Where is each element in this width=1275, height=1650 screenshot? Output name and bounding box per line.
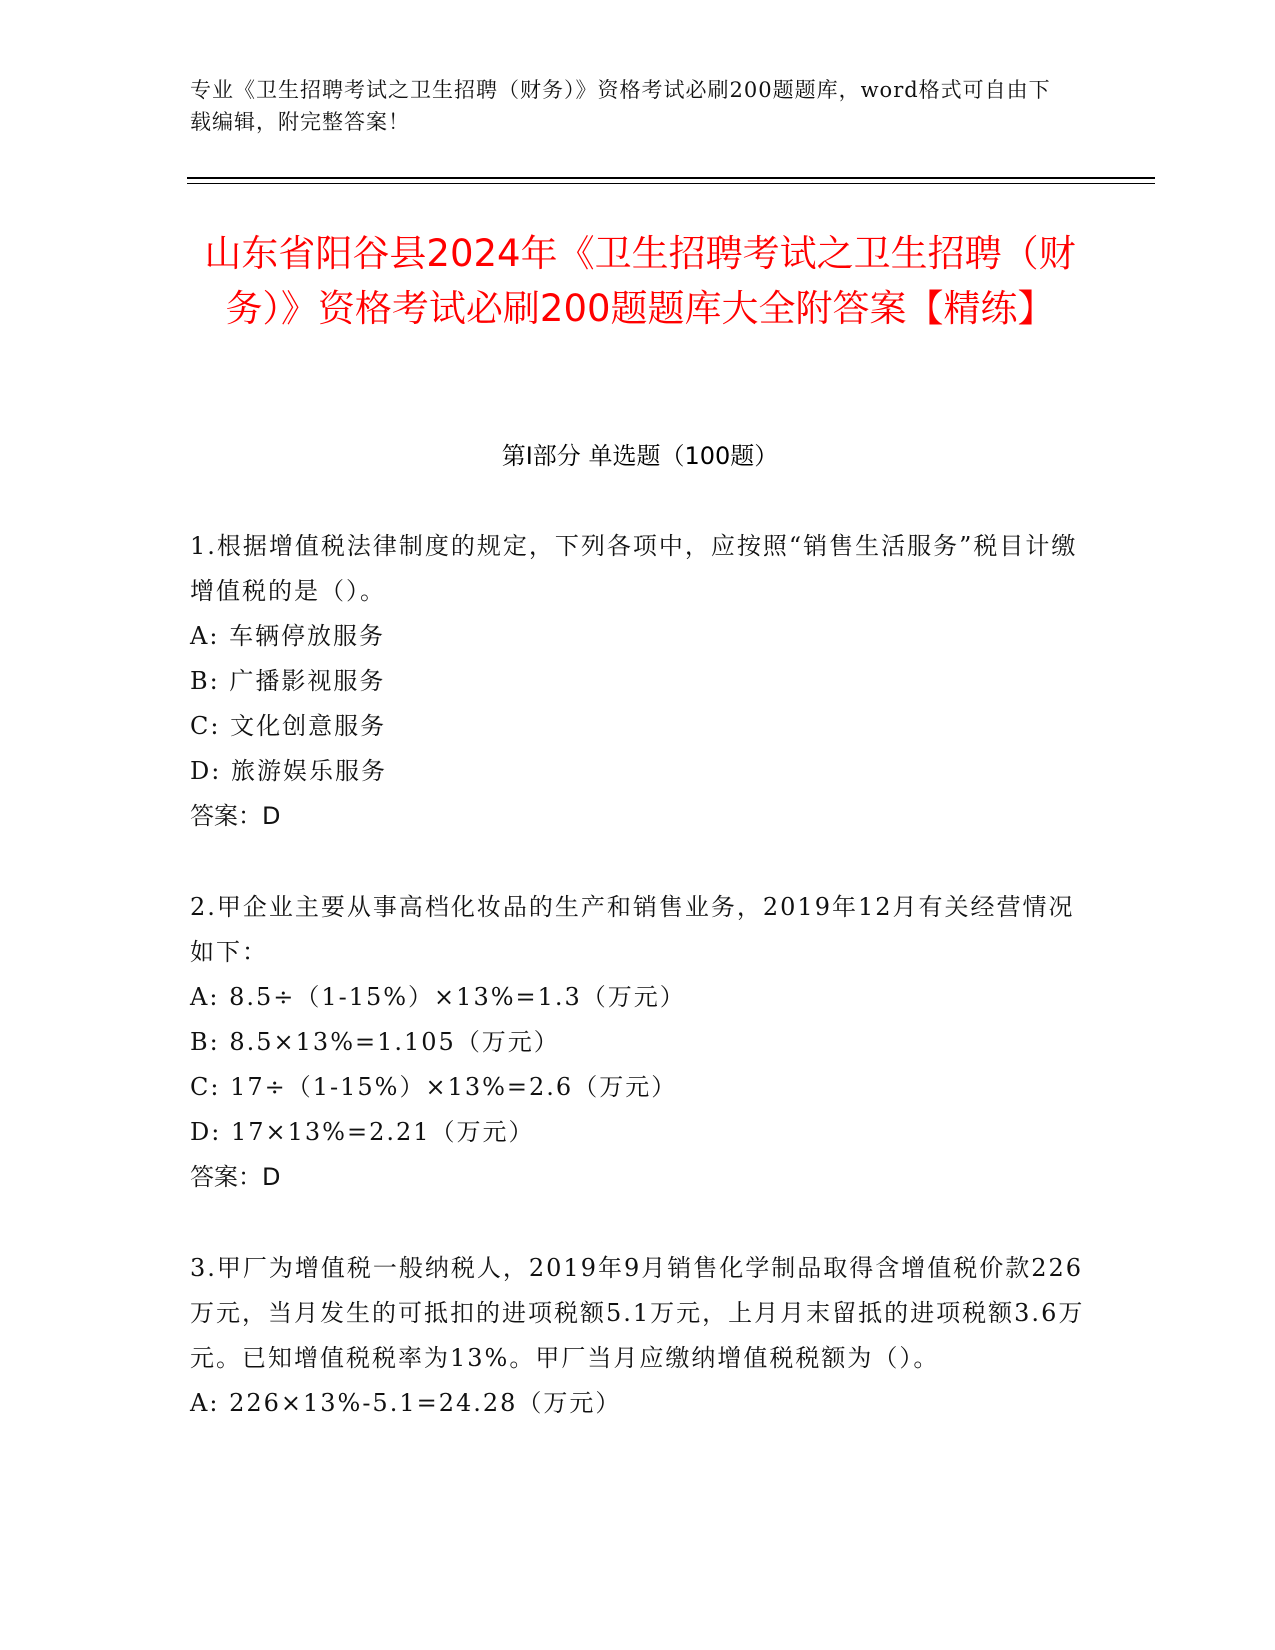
option-label: C: (190, 712, 221, 740)
answer: 答案：D (190, 1163, 281, 1191)
option-text: 8.5×13%=1.105（万元） (229, 1028, 560, 1056)
option-label: A: (190, 622, 220, 650)
answer: 答案：D (190, 802, 281, 830)
question-1 (190, 524, 1090, 839)
option-label: B: (190, 667, 220, 695)
question-list (190, 524, 1090, 1472)
option-text: 旅游娱乐服务 (230, 757, 387, 785)
option-text: 17÷（1-15%）×13%=2.6（万元） (230, 1073, 678, 1101)
header-rule-thin (187, 183, 1155, 184)
question-stem: 1.根据增值税法律制度的规定，下列各项中，应按照“销售生活服务”税目计缴增值税的是（）。 (190, 532, 1078, 605)
option-b (190, 1020, 1090, 1065)
option-b (190, 659, 1090, 704)
option-c (190, 1065, 1090, 1110)
question-stem: 2.甲企业主要从事高档化妆品的生产和销售业务，2019年12月有关经营情况如下： (190, 893, 1075, 966)
option-text: 车辆停放服务 (229, 622, 386, 650)
option-text: 226×13%-5.1=24.28（万元） (229, 1389, 622, 1417)
option-d (190, 749, 1090, 794)
option-a (190, 1381, 1090, 1426)
question-stem: 3.甲厂为增值税一般纳税人，2019年9月销售化学制品取得含增值税价款226万元，当月发生的可抵扣的进项税额5.1万元，上月月末留抵的进项税额3.6万元。已知增值税税率为13%。甲厂当月应缴纳增值税税额为（）。 (190, 1254, 1085, 1372)
option-label: A: (190, 1389, 220, 1417)
header-note: 专业《卫生招聘考试之卫生招聘（财务）》资格考试必刷200题题库，word格式可自由下载编辑，附完整答案！ (190, 78, 1051, 134)
option-label: D: (190, 757, 222, 785)
option-c (190, 704, 1090, 749)
question-3 (190, 1246, 1090, 1426)
option-label: D: (190, 1118, 222, 1146)
option-label: A: (190, 983, 220, 1011)
option-label: C: (190, 1073, 221, 1101)
option-text: 8.5÷（1-15%）×13%=1.3（万元） (229, 983, 686, 1011)
header-rule-thick (187, 177, 1155, 179)
option-text: 17×13%=2.21（万元） (230, 1118, 535, 1146)
question-2 (190, 885, 1090, 1200)
option-a (190, 614, 1090, 659)
document-title: 山东省阳谷县2024年《卫生招聘考试之卫生招聘（财务）》资格考试必刷200题题库大全附答案【精练】 (204, 232, 1076, 330)
option-d (190, 1110, 1090, 1155)
option-label: B: (190, 1028, 220, 1056)
option-text: 文化创意服务 (230, 712, 387, 740)
section-title: 第I部分 单选题（100题） (501, 442, 779, 470)
option-text: 广播影视服务 (229, 667, 386, 695)
option-a (190, 975, 1090, 1020)
